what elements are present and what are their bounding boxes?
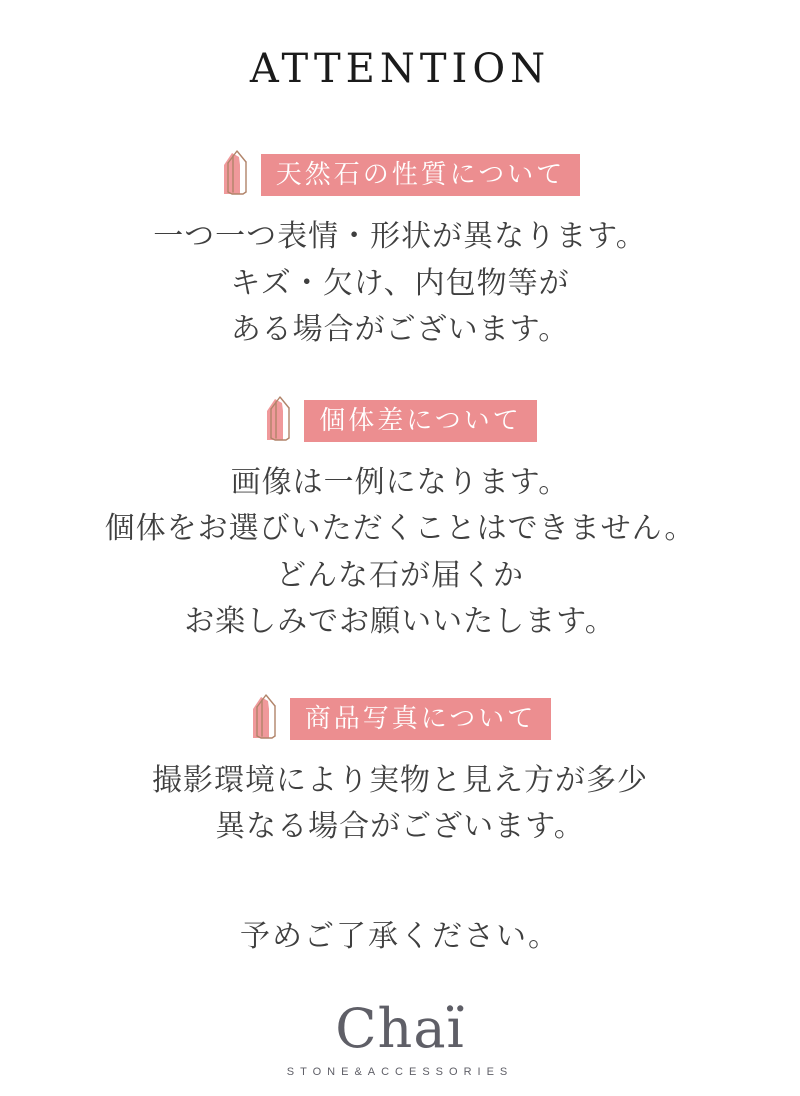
body-line: 個体をお選びいただくことはできません。 (104, 512, 696, 545)
crystal-point-icon (263, 394, 297, 444)
section-body (152, 758, 648, 851)
page-title: ATTENTION (249, 46, 551, 92)
body-line: 一つ一つ表情・形状が異なります。 (153, 220, 647, 253)
section-header (263, 394, 536, 444)
section-header (249, 692, 551, 742)
crystal-point-icon (220, 148, 254, 198)
closing-note: 予めご了承ください。 (240, 919, 560, 953)
section-natural-stone (153, 148, 647, 354)
brand-logo (286, 996, 514, 1078)
body-line: どんな石が届くか (276, 558, 524, 592)
section-individual-difference (105, 394, 696, 646)
section-label: 天然石の性質について (261, 154, 580, 196)
body-line: 画像は一例になります。 (230, 465, 570, 499)
body-line: 撮影環境により実物と見え方が多少 (152, 763, 648, 797)
crystal-point-icon (249, 692, 283, 742)
body-line: 異なる場合がございます。 (215, 810, 585, 843)
section-body (153, 214, 647, 354)
section-header (220, 148, 580, 198)
body-line: キズ・欠け、内包物等が (230, 266, 570, 300)
section-product-photo (152, 692, 648, 851)
brand-name: Chaï (335, 996, 465, 1060)
section-label: 商品写真について (290, 698, 551, 740)
section-label: 個体差について (304, 400, 536, 442)
section-body (105, 460, 696, 646)
body-line: お楽しみでお願いいたします。 (184, 605, 616, 638)
logo-tagline: STONE&ACCESSORIES (286, 1065, 514, 1078)
body-line: ある場合がございます。 (230, 313, 570, 346)
